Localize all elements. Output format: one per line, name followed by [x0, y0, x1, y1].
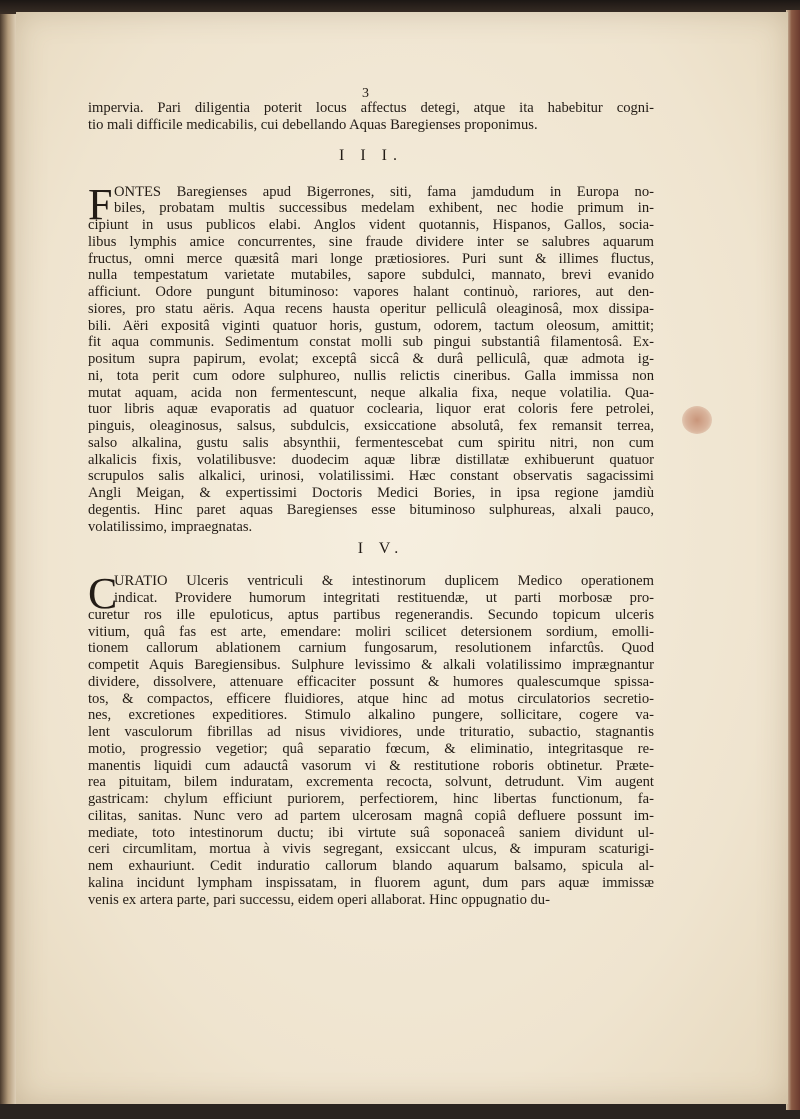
text-line: siores, pro statu aëris. Aqua recens hausta operitur pelliculâ oleaginosâ, mox dissipa-	[88, 300, 654, 317]
drop-cap: C	[88, 569, 118, 619]
text-line: bili. Aëri expositâ viginti quatuor horis, gustum, odorem, tactum oleosum, amittit;	[88, 317, 654, 334]
text-line: venis ex artera parte, pari successu, eidem operi allaborat. Hinc oppugnatio du-	[88, 891, 550, 908]
text-line: pinguis, oleaginosus, salsus, subdulcis, exsiccatione absolutâ, fex remansit terrea,	[88, 418, 654, 434]
text-line: degentis. Hinc paret aquas Baregienses esse bituminoso sulphureas, alxali pauco,	[88, 501, 654, 518]
section-heading-3: I I I.	[339, 146, 403, 164]
section-4-paragraph	[88, 569, 654, 908]
text-line: tio mali difficile medicabilis, cui debellando Aquas Baregienses proponimus.	[88, 116, 538, 133]
text-line: scrupulos salis alkalici, urinosi, volatilissimi. Hæc constant observatis sagacissimi	[88, 468, 654, 485]
text-line: gastricam: chylum efficiunt puriorem, perfectiorem, hinc libertas functionum, fa-	[88, 791, 654, 807]
page-content	[88, 84, 654, 908]
text-line: tionem callorum ablationem carnium fungosarum, resolutionem infarctûs. Quod	[88, 640, 654, 657]
text-line: fit aqua communis. Sedimentum constat molli sub pingui substantiâ filamentosâ. Ex-	[88, 334, 654, 351]
text-line: tuor libris aquæ evaporatis ad quatuor coclearia, liquor erat coloris fere petrolei,	[88, 401, 654, 418]
text-line: volatilissimo, impraegnatas.	[88, 518, 253, 535]
text-line: afficiunt. Odore pungunt bituminoso: vapores halant continuò, rariores, aut den-	[88, 284, 654, 300]
text-line: ONTES Baregienses apud Bigerrones, siti, fama jamdudum in Europa no-	[114, 183, 654, 200]
text-line: kalina incidunt lympham inspissatam, in fluorem agunt, dum pars aquæ immissæ	[88, 874, 654, 891]
book-right-edge	[786, 10, 800, 1110]
text-line: indicat. Providere humorum integritati restituendæ, ut parti morbosæ pro-	[114, 590, 654, 606]
section-3-paragraph	[88, 179, 654, 536]
drop-cap: F	[88, 179, 113, 229]
text-line: rea pituitam, bilem induratam, excrementa recocta, solvunt, detrudunt. Vim augent	[88, 774, 654, 791]
page-stain	[682, 406, 712, 434]
text-line: URATIO Ulceris ventriculi & intestinorum duplicem Medico operationem	[114, 573, 654, 590]
text-line: nem exhauriunt. Cedit induratio callorum blando aquarum balsamo, spicula al-	[88, 858, 654, 874]
text-line: nes, excretiones expeditiores. Stimulo alkalino pungere, sollicitare, cogere va-	[88, 707, 654, 724]
text-line: curetur ros ille epuloticus, aptus partibus regenerandis. Secundo topicum ulceris	[88, 606, 654, 623]
page-number: 3	[362, 86, 369, 101]
text-line: ceri circumlitam, mortua à vivis segregant, exsiccant ulcus, & impuram scaturigi-	[88, 841, 654, 858]
text-line: dividere, dissolvere, attenuare efficaciter possunt & humores qualescumque spissa-	[88, 673, 654, 690]
text-line: competit Aquis Baregiensibus. Sulphure levissimo & alkali volatilissimo imprægnantur	[88, 657, 654, 673]
top-paragraph	[88, 100, 654, 134]
text-line: ni, tota perit cum odore sulphureo, nullis relictis cineribus. Galla immissa non	[88, 367, 654, 384]
text-line: libus lymphis amice concurrentes, sine fraude dividere inter se salubres aquarum	[88, 233, 654, 250]
text-line: Angli Meigan, & expertissimi Doctoris Medici Bories, in ipsa regione jamdiù	[88, 485, 654, 501]
text-line: mediate, toto intestinorum ductu; ibi virtute suâ soponaceâ saniem dividunt ul-	[88, 824, 654, 841]
text-line: positum supra papirum, evolat; exceptâ siccâ & durâ pelliculâ, quæ admota ig-	[88, 351, 654, 367]
text-line: cilitas, sanitas. Nunc vero ad partem ulcerosam magnâ copiâ defluere possunt im-	[88, 807, 654, 824]
text-line: fructus, omni merce quæsitâ mari longe prætiosiores. Puri sunt & illimes fluctus,	[88, 250, 654, 267]
text-line: salso alkalina, gustu salis absynthii, fermentescebat cum spiritu nitri, non cum	[88, 434, 654, 451]
text-line: biles, probatam multis successibus medelam exhibent, nec hodie primum in-	[114, 200, 654, 217]
text-line: manentis liquidi cum adauctâ vasorum vi & restitutione roboris obtinetur. Præte-	[88, 757, 654, 774]
section-heading-4: I V.	[357, 540, 405, 558]
text-line: mutat aquam, acida non fermentescunt, neque alkalia fixa, neque volatilia. Qua-	[88, 384, 654, 401]
text-line: lent vasculorum fibrillas ad nisus vividiores, unde trituratio, subactio, stagnantis	[88, 724, 654, 740]
text-line: vitium, quâ fas est arte, emendare: moliri scilicet detersionem sordium, emolli-	[88, 623, 654, 640]
text-line: motio, progressio vegetior; quâ separatio fœcum, & eliminatio, integritasque re-	[88, 740, 654, 757]
text-line: cipiunt in usus publicos elabi. Anglos vident quotannis, Hispanos, Gallos, socia-	[88, 217, 654, 233]
text-line: tos, & compactos, efficere fluidiores, atque hinc ad motus circulatorios secretio-	[88, 690, 654, 707]
text-line: impervia. Pari diligentia poterit locus affectus detegi, atque ita habebitur cogni-	[88, 100, 654, 116]
text-line: nulla tempestatum varietate mutabiles, sapore subdulci, mannato, brevi evanido	[88, 267, 654, 284]
text-line: alkalicis fixis, volatilibusve: duodecim aquæ libræ distillatæ exhibuerunt quatuor	[88, 451, 654, 468]
